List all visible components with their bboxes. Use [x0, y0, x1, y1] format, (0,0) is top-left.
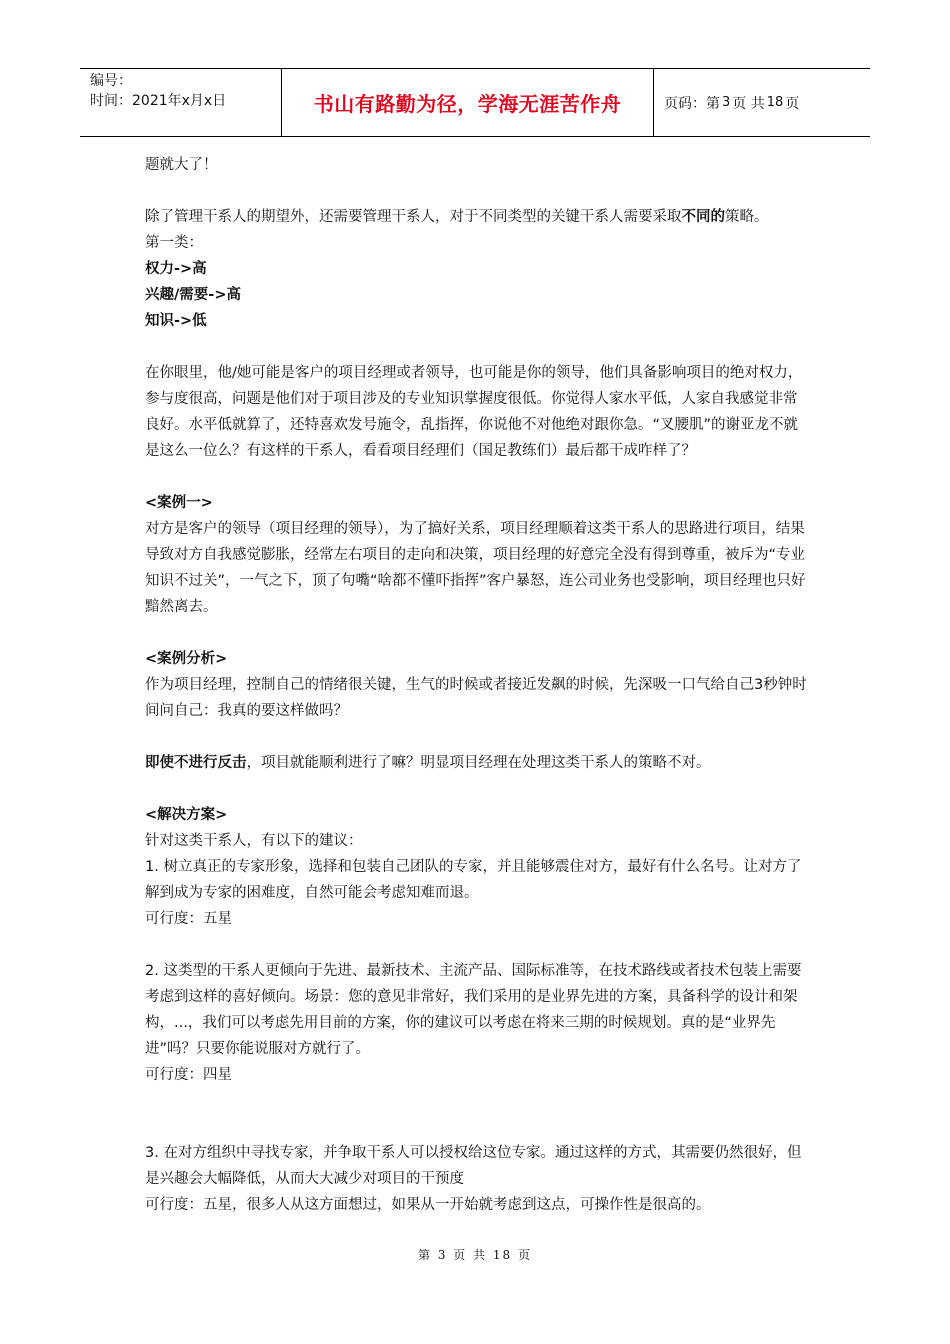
paragraph: 针对这类干系人，有以下的建议： [145, 833, 363, 849]
page-mid: 页 共 [732, 95, 765, 112]
paragraph: 题就大了！ [145, 157, 218, 173]
bold-line: 权力->高 [145, 261, 207, 277]
rating: 可行度：五星 [145, 911, 232, 927]
paragraph [145, 204, 810, 230]
page-current: 3 [722, 95, 731, 110]
page-total: 18 [766, 95, 784, 110]
section-heading: <解决方案> [145, 807, 228, 823]
paragraph: 在你眼里，他/她可能是客户的项目经理或者领导，也可能是你的领导，他们具备影响项目的绝对权力，参与度很高，问题是他们对于项目涉及的专业知识掌握度很低。你觉得人家水平低，人家自我感觉非常良好。水平低就算了，还特喜欢发号施令，乱指挥，你说他不对他绝对跟你急。“叉腰肌”的谢亚龙不就是这么一位么？有这样的干系人，看看项目经理们（国足教练们）最后都干成咋样了？ [145, 365, 803, 459]
text-span: ，项目就能顺利进行了嘛？明显项目经理在处理这类干系人的策略不对。 [246, 755, 711, 771]
bold-span: 不同的 [681, 209, 725, 225]
time-label: 时间：2021年x月x日 [90, 93, 227, 109]
paragraph: 作为项目经理，控制自己的情绪很关键，生气的时候或者接近发飙的时候，先深吸一口气给自己3秒钟时间问自己：我真的要这样做吗？ [145, 677, 807, 719]
paragraph: 对方是客户的领导（项目经理的领导），为了搞好关系，项目经理顺着这类干系人的思路进行项目，结果导致对方自我感觉膨胀，经常左右项目的走向和决策，项目经理的好意完全没有得到尊重，被斥为“专业知识不过关”，一气之下，顶了句嘴“啥都不懂吓指挥”客户暴怒，连公司业务也受影响，项目经理也只好黯然离去。 [145, 521, 806, 615]
page-prefix: 页码：第 [664, 95, 720, 112]
rating: 可行度：四星 [145, 1067, 232, 1083]
header-meta [80, 69, 282, 136]
list-item: 1. 树立真正的专家形象，选择和包装自己团队的专家，并且能够震住对方，最好有什么名号。让对方了解到成为专家的困难度，自然可能会考虑知难而退。 [145, 859, 802, 901]
number-label: 编号： [90, 73, 132, 89]
list-item: 3. 在对方组织中寻找专家，并争取干系人可以授权给这位专家。通过这样的方式，其需要仍然很好，但是兴趣会大幅降低，从而大大减少对项目的干预度 [145, 1145, 802, 1187]
page-header [80, 68, 870, 137]
document-body [145, 152, 810, 1218]
text-span: 除了管理干系人的期望外，还需要管理干系人，对于不同类型的关键干系人需要采取 [145, 209, 682, 225]
section-heading: <案例分析> [145, 651, 228, 667]
header-page-info [654, 69, 870, 136]
section-heading: <案例一> [145, 495, 213, 511]
text-span: 策略。 [725, 209, 769, 225]
page-suffix: 页 [785, 95, 800, 112]
header-motto: 书山有路勤为径，学海无涯苦作舟 [282, 69, 654, 136]
bold-line: 知识->低 [145, 313, 207, 329]
bold-line: 兴趣/需要->高 [145, 287, 241, 303]
paragraph [145, 750, 810, 776]
page-footer: 第 3 页 共 18 页 [418, 1248, 532, 1262]
rating: 可行度：五星，很多人从这方面想过，如果从一开始就考虑到这点，可操作性是很高的。 [145, 1197, 711, 1213]
bold-span: 即使不进行反击 [145, 755, 247, 771]
paragraph: 第一类： [145, 235, 203, 251]
list-item: 2. 这类型的干系人更倾向于先进、最新技术、主流产品、国际标准等，在技术路线或者技术包装上需要考虑到这样的喜好倾向。场景：您的意见非常好，我们采用的是业界先进的方案，具备科学的设计和架构，...，我们可以考虑先用目前的方案，你的建议可以考虑在将来三期的时候规划。真的是“业界先进”吗？只要你能说服对方就行了。 [145, 963, 802, 1057]
